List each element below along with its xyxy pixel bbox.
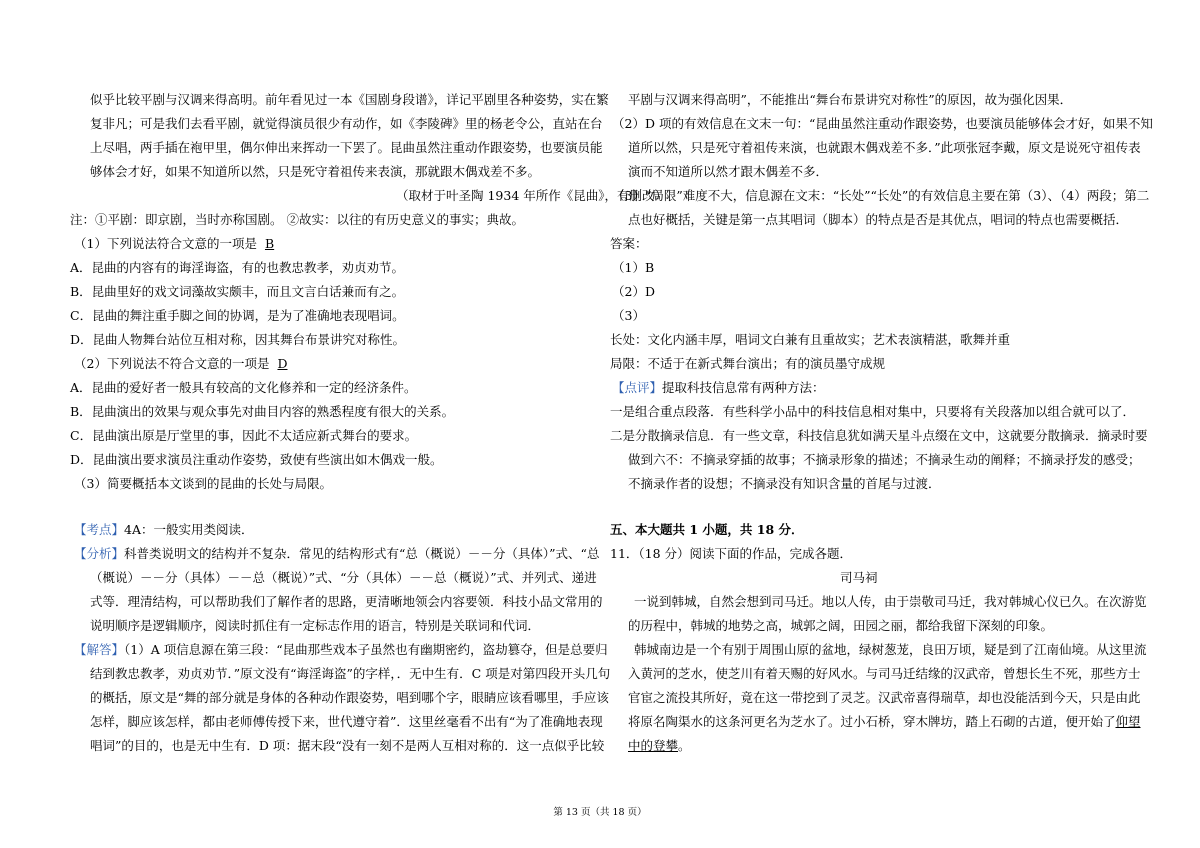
question-2-text: （2）下列说法不符合文意的一项是 bbox=[74, 356, 270, 371]
dianping-row bbox=[612, 380, 825, 396]
option-b: B．昆曲里好的戏文词藻故实颇丰，而且文言白话兼而有之。 bbox=[70, 284, 405, 299]
answer-2: （2）D bbox=[612, 284, 655, 299]
answer-heading: 答案： bbox=[610, 236, 648, 251]
option-d: D．昆曲人物舞台站位互相对称，因其舞台布景讲究对称性。 bbox=[70, 332, 406, 347]
analysis-line: 道所以然，只是死守着祖传来演，也就跟木偶戏差不多．”此项张冠李戴，原文是说死守祖传表 bbox=[628, 140, 1141, 155]
passage-line: 似乎比较平剧与汉调来得高明。前年看见过一本《国剧身段谱》，详记平剧里各种姿势，实在繁 bbox=[90, 92, 609, 107]
method-2-line: 做到六不：不摘录穿插的故事；不摘录形象的描述；不摘录生动的阐释；不摘录抒发的感受； bbox=[628, 452, 1141, 467]
analysis-line: （3）“局限”难度不大，信息源在文末：“长处”“长处”的有效信息主要在第（3）、（4）两段；第二 bbox=[612, 188, 1150, 203]
question-2-answer: D bbox=[277, 356, 288, 371]
underlined-phrase: 仰望 bbox=[1115, 714, 1141, 729]
answer-3: （3） bbox=[612, 308, 645, 323]
passage-line: 够体会才好，如果不知道所以然，只是死守着祖传来表演，那就跟木偶戏差不多。 bbox=[90, 164, 541, 179]
essay-line: 的历程中，韩城的地势之高，城郭之阔，田园之丽，都给我留下深刻的印象。 bbox=[628, 618, 1054, 633]
kaodian-tag: 【考点】 bbox=[74, 522, 125, 537]
option-c: C．昆曲的舞注重手脚之间的协调，是为了准确地表现唱词。 bbox=[70, 308, 405, 323]
page-number: 第 13 页（共 18 页） bbox=[553, 807, 647, 818]
dianping-text: 提取科技信息常有两种方法： bbox=[662, 380, 825, 395]
strengths-line: 长处：文化内涵丰厚，唱词文白兼有且重故实；艺术表演精湛，歌舞并重 bbox=[610, 332, 1011, 347]
answer-1: （1）B bbox=[612, 260, 655, 275]
fenxi-line: 说明顺序是逻辑顺序，阅读时抓住有一定标志作用的语言，特别是关联词和代词． bbox=[90, 618, 541, 633]
option-d: D．昆曲演出要求演员注重动作姿势，致使有些演出如木偶戏一般。 bbox=[70, 452, 443, 467]
passage-line: 上尽唱，两手插在袍甲里，偶尔伸出来挥动一下罢了。昆曲虽然注重动作跟姿势，也要演员能 bbox=[90, 140, 603, 155]
jieda-line: 怎样，脚应该怎样，都由老师傅传授下来，世代遵守着”．这里丝毫看不出有“为了准确地表现 bbox=[90, 714, 603, 729]
passage-line: 复非凡；可是我们去看平剧，就觉得演员很少有动作，如《李陵碑》里的杨老令公，直站在台 bbox=[90, 116, 603, 131]
annotation-note: 注：①平剧：即京剧，当时亦称国剧。 ②故实：以往的有历史意义的事实；典故。 bbox=[70, 212, 524, 227]
fenxi-line: 科普类说明文的结构并不复杂．常见的结构形式有“总（概说）－－分（具体）”式、“总 bbox=[124, 546, 600, 561]
question-1-text: （1）下列说法符合文意的一项是 bbox=[74, 236, 257, 251]
limits-line: 局限：不适于在新式舞台演出；有的演员墨守成规 bbox=[610, 356, 886, 371]
analysis-line: 演而不知道所以然才跟木偶差不多． bbox=[628, 164, 829, 179]
method-1: 一是组合重点段落．有些科学小品中的科技信息相对集中，只要将有关段落加以组合就可以了． bbox=[610, 404, 1136, 419]
fenxi-line: 式等．理清结构，可以帮助我们了解作者的思路，更清晰地领会内容要领．科技小品文常用的 bbox=[90, 594, 603, 609]
method-2-line: 不摘录作者的设想；不摘录没有知识含量的首尾与过渡． bbox=[628, 476, 941, 491]
analysis-line: （2）D 项的有效信息在文末一句：“昆曲虽然注重动作跟姿势，也要演员能够体会才好，如果不知 bbox=[612, 116, 1153, 131]
essay-line bbox=[628, 714, 1141, 730]
analysis-line: 点也好概括，关键是第一点其唱词（脚本）的特点是否是其优点，唱词的特点也需要概括． bbox=[628, 212, 1129, 227]
essay-line: 入黄河的芝水，使芝川有着天赐的好风水。与司马迁结缘的汉武帝，曾想长生不死，那些方士 bbox=[628, 666, 1141, 681]
option-a: A．昆曲的爱好者一般具有较高的文化修养和一定的经济条件。 bbox=[70, 380, 417, 395]
jieda-line: （1）A 项信息源在第三段：“昆曲那些戏本子虽然也有幽期密约，盗劫篡夺，但是总要归 bbox=[124, 642, 608, 657]
essay-line: 官宦之流投其所好，竟在这一带挖到了灵芝。汉武帝喜得瑞草，却也没能活到今天，只是由此 bbox=[628, 690, 1141, 705]
jieda-line: 结到教忠教孝，劝贞劝节．”原文没有“诲淫诲盗”的字样，．无中生有．C 项是对第四段开头几句 bbox=[90, 666, 611, 681]
essay-line: 一说到韩城，自然会想到司马迁。地以人传，由于崇敬司马迁，我对韩城心仪已久。在次游览 bbox=[634, 594, 1147, 609]
fenxi-row bbox=[74, 546, 599, 562]
question-3: （3）简要概括本文谈到的昆曲的长处与局限。 bbox=[74, 476, 332, 491]
option-c: C．昆曲演出原是厅堂里的事，因此不太适应新式舞台的要求。 bbox=[70, 428, 418, 443]
essay-title: 司马祠 bbox=[840, 570, 878, 585]
fenxi-tag: 【分析】 bbox=[74, 546, 125, 561]
essay-text: 。 bbox=[678, 738, 691, 753]
question-1 bbox=[74, 236, 282, 252]
source-citation: （取材于叶圣陶 1934 年所作《昆曲》，有删改） bbox=[396, 188, 668, 203]
essay-line: 韩城南边是一个有别于周围山原的盆地，绿树葱茏，良田万顷，疑是到了江南仙境。从这里流 bbox=[634, 642, 1147, 657]
jieda-tag: 【解答】 bbox=[74, 642, 125, 657]
kaodian-row bbox=[74, 522, 254, 538]
method-2-line: 二是分散摘录信息．有一些文章，科技信息犹如满天星斗点缀在文中，这就要分散摘录．摘录时要 bbox=[610, 428, 1148, 443]
fenxi-line: （概说）－－分（具体）－－总（概说）”式、“分（具体）－－总（概说）”式、并列式、递进 bbox=[90, 570, 597, 585]
question-2 bbox=[74, 356, 296, 372]
option-b: B．昆曲演出的效果与观众事先对曲目内容的熟悉程度有很大的关系。 bbox=[70, 404, 455, 419]
essay-line bbox=[628, 738, 691, 754]
section-heading: 五、本大题共 1 小题，共 18 分． bbox=[610, 522, 804, 537]
option-a: A．昆曲的内容有的诲淫诲盗，有的也教忠教孝，劝贞劝节。 bbox=[70, 260, 405, 275]
jieda-line: 的概括，原文是“舞的部分就是身体的各种动作跟姿势，唱到哪个字，眼睛应该看哪里，手应该 bbox=[90, 690, 609, 705]
kaodian-text: 4A：一般实用类阅读． bbox=[124, 522, 254, 537]
jieda-row bbox=[74, 642, 608, 658]
analysis-line: 平剧与汉调来得高明”，不能推出“舞台布景讲究对称性”的原因，故为强化因果． bbox=[628, 92, 1073, 107]
question-11: 11．（18 分）阅读下面的作品，完成各题． bbox=[610, 546, 853, 561]
essay-text: 将原名陶渠水的这条河更名为芝水了。过小石桥，穿木牌坊，踏上石砌的古道，便开始了 bbox=[628, 714, 1116, 729]
question-1-answer: B bbox=[264, 236, 275, 251]
dianping-tag: 【点评】 bbox=[612, 380, 663, 395]
jieda-line: 唱词”的目的，也是无中生有．D 项：据末段“没有一刻不是两人互相对称的．这一点似乎比较 bbox=[90, 738, 605, 753]
underlined-phrase: 中的登攀 bbox=[628, 738, 679, 753]
